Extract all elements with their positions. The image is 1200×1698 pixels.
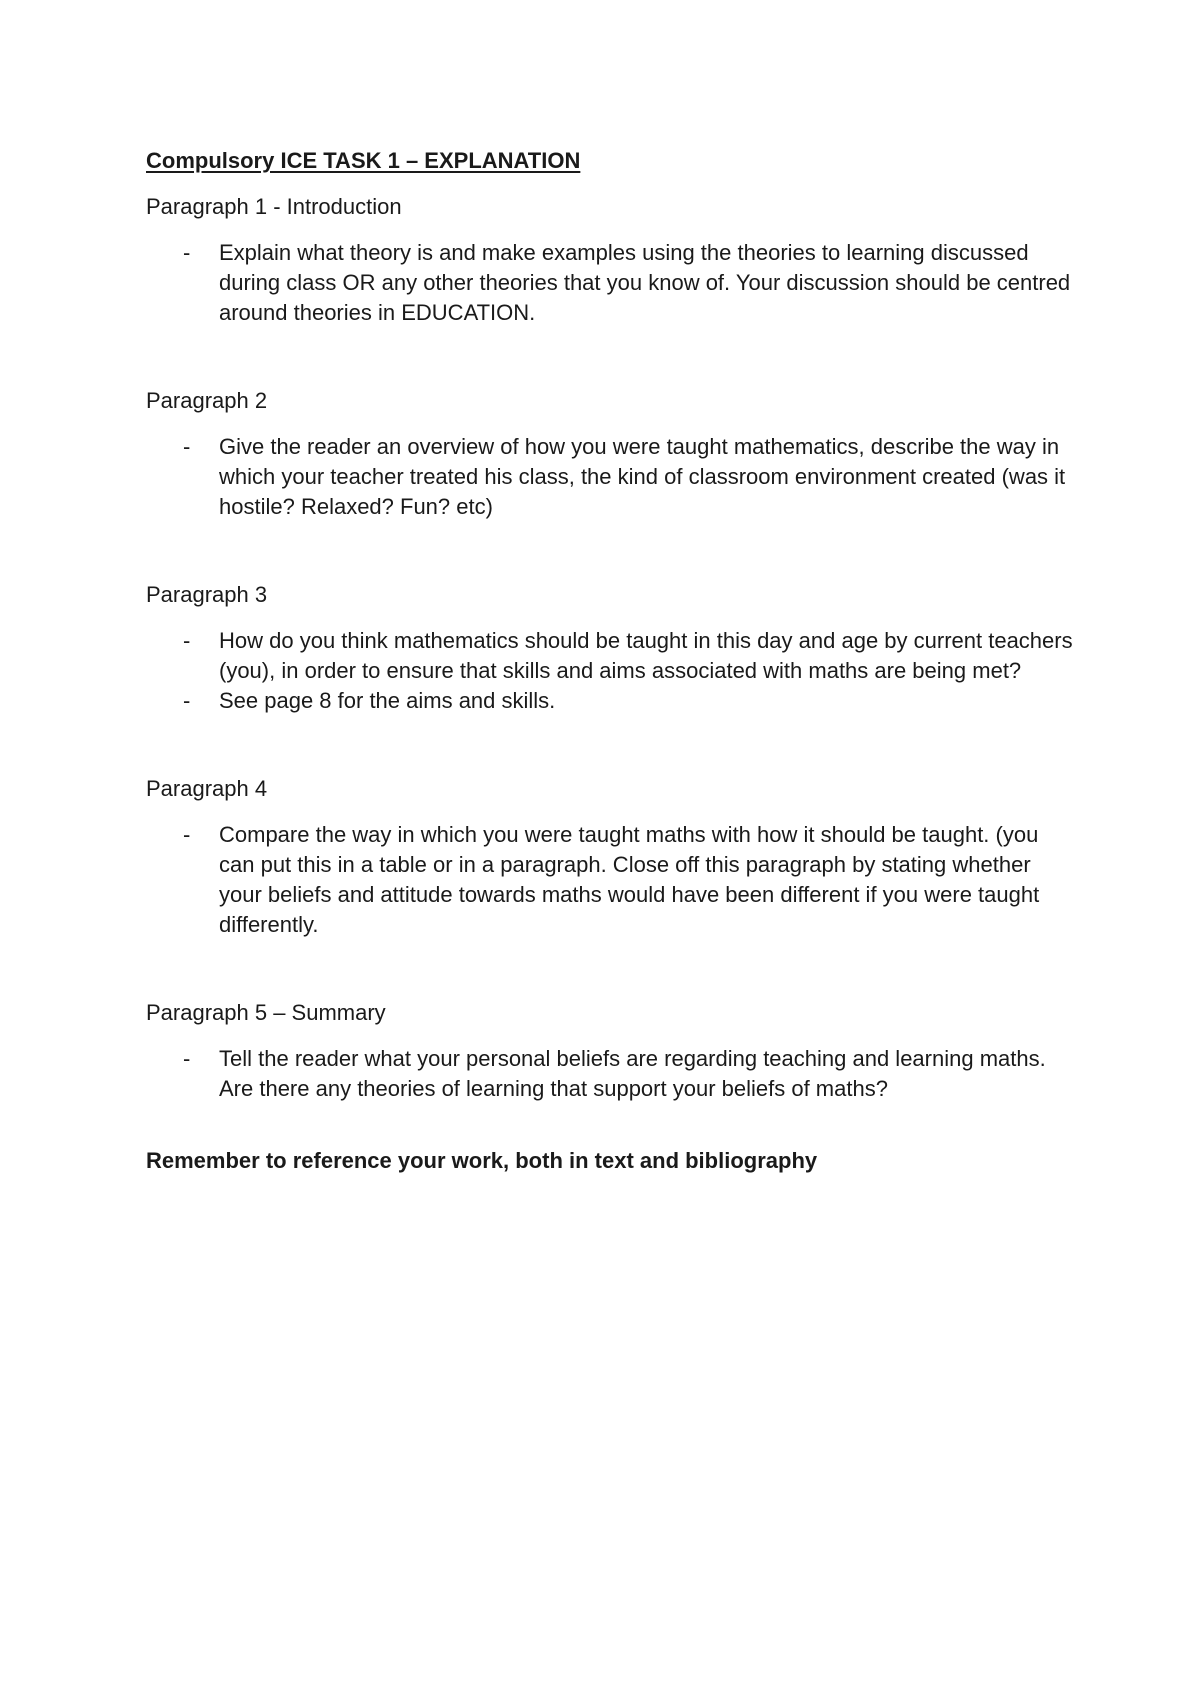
- document-page: [146, 146, 1086, 1176]
- bullet-item: [146, 626, 1079, 686]
- bullet-text: See page 8 for the aims and skills.: [219, 688, 556, 713]
- closing-note: Remember to reference your work, both in text and bibliography: [146, 1148, 818, 1173]
- bullet-dash: -: [183, 822, 191, 847]
- section-paragraph-2: [146, 386, 1086, 522]
- spacer: [146, 1104, 1086, 1146]
- bullet-item: [146, 686, 1079, 716]
- bullet-dash: -: [183, 1046, 191, 1071]
- bullet-item: [146, 820, 1079, 940]
- bullet-item: [146, 432, 1079, 522]
- bullet-dash: -: [183, 434, 191, 459]
- bullet-dash: -: [183, 628, 191, 653]
- bullet-text: Give the reader an overview of how you were taught mathematics, describe the way in which your teacher treated his class, the kind of classroom environment created (was it hostile? Relaxed? Fun? etc): [219, 434, 1066, 519]
- section-paragraph-1: [146, 192, 1086, 328]
- spacer: [146, 716, 1086, 774]
- spacer: [146, 522, 1086, 580]
- spacer: [146, 940, 1086, 998]
- bullet-list: [146, 626, 1086, 716]
- section-heading: Paragraph 2: [146, 388, 268, 413]
- bullet-list: [146, 820, 1086, 940]
- bullet-list: [146, 1044, 1086, 1104]
- section-paragraph-3: [146, 580, 1086, 716]
- bullet-text: Tell the reader what your personal beliefs are regarding teaching and learning maths. Are there any theories of learning that support your beliefs of maths?: [219, 1046, 1046, 1101]
- document-title: Compulsory ICE TASK 1 – EXPLANATION: [146, 148, 581, 173]
- section-paragraph-5: [146, 998, 1086, 1104]
- section-heading: Paragraph 4: [146, 776, 268, 801]
- section-paragraph-4: [146, 774, 1086, 940]
- bullet-dash: -: [183, 688, 191, 713]
- bullet-list: [146, 238, 1086, 328]
- bullet-list: [146, 432, 1086, 522]
- bullet-dash: -: [183, 240, 191, 265]
- bullet-item: [146, 238, 1079, 328]
- section-heading: Paragraph 5 – Summary: [146, 1000, 386, 1025]
- bullet-text: How do you think mathematics should be taught in this day and age by current teachers (you), in order to ensure that skills and aims associated with maths are being met?: [219, 628, 1073, 683]
- section-heading: Paragraph 3: [146, 582, 268, 607]
- bullet-text: Explain what theory is and make examples using the theories to learning discussed during class OR any other theories that you know of. Your discussion should be centred around theories in EDUCATION.: [219, 240, 1071, 325]
- bullet-text: Compare the way in which you were taught maths with how it should be taught. (you can put this in a table or in a paragraph. Close off this paragraph by stating whether your beliefs and attitude towards maths would have been different if you were taught differently.: [219, 822, 1040, 937]
- section-heading: Paragraph 1 - Introduction: [146, 194, 402, 219]
- bullet-item: [146, 1044, 1079, 1104]
- spacer: [146, 328, 1086, 386]
